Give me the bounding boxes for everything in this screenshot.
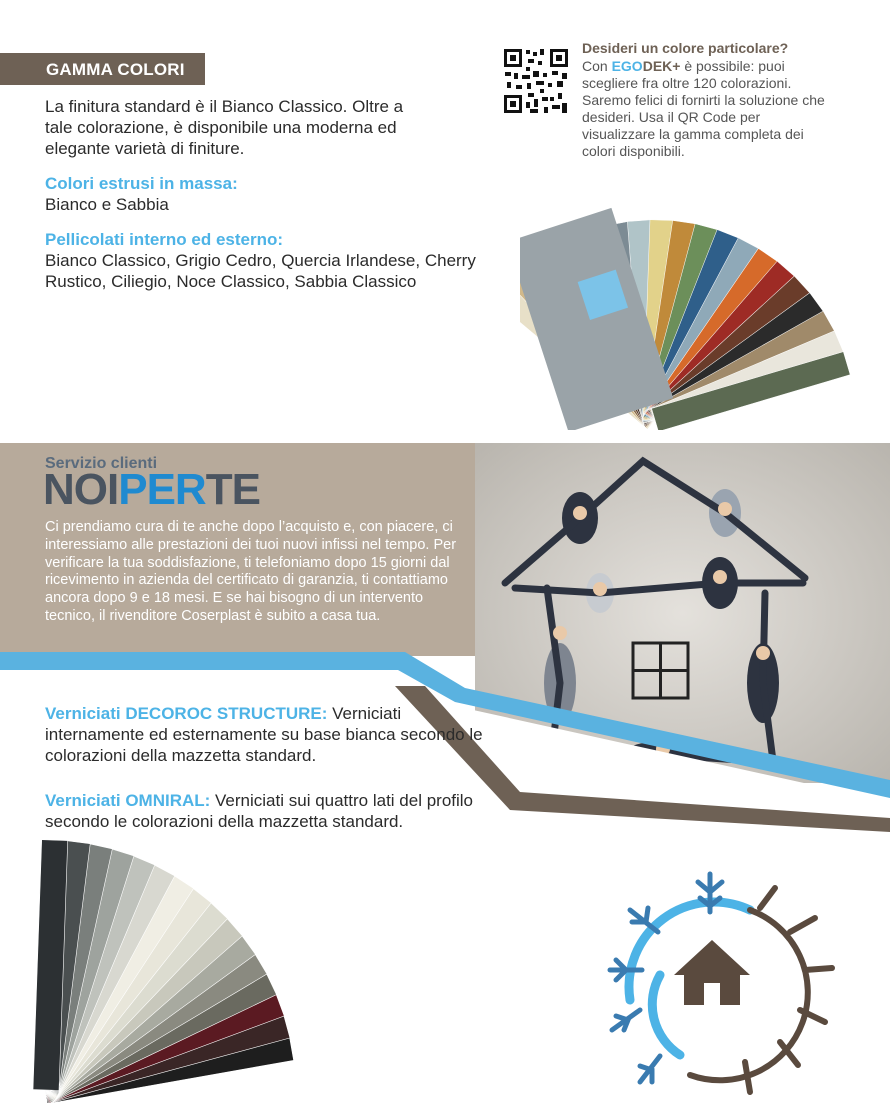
pellicolati-heading: Pellicolati interno ed esterno: [45, 230, 284, 249]
color-fan-deck-image [520, 180, 860, 430]
qr-code[interactable] [502, 47, 570, 115]
omniral-body: Verniciati sui quattro lati del profilo secondo le colorazioni della mazzetta standard. [45, 791, 474, 831]
intro-paragraph: La finitura standard è il Bianco Classico. Oltre a tale colorazione, è disponibile una moderna ed elegante varietà di finiture. [45, 97, 404, 158]
qr-text-after: è possibile: puoi scegliere fra oltre 120 colorazioni. Saremo felici di fornirti la soluzione che desideri. Usa il QR Code per visualizzare la gamma completa dei colori disponibili. [582, 58, 825, 159]
logo-te: TE [205, 465, 260, 514]
estrusi-text: Bianco e Sabbia [45, 195, 169, 214]
qr-description [582, 58, 832, 160]
qr-text-before: Con [582, 58, 612, 74]
logo-per: PER [118, 465, 206, 514]
decoroc-paragraph [45, 703, 485, 766]
decoroc-body: Verniciati internamente ed esternamente su base bianca secondo le colorazioni della mazzetta standard. [45, 704, 483, 765]
service-description: Ci prendiamo cura di te anche dopo l’acquisto e, con piacere, ci interessiamo alle prestazioni dei tuoi nuovi infissi nel tempo. Per verificare la tua soddisfazione, ti telefoniamo dopo 15 giorni dal ricevimento in azienda del certificato di garanzia, ti contattiamo ancora dopo 9 e 18 mesi. E se hai bisogno di un intervento tecnico, il rivenditore Coserplast è subito a casa tua. [45, 519, 457, 624]
qr-question: Desideri un colore particolare? [582, 40, 789, 56]
climate-house-icon [600, 870, 840, 1100]
logo-noi: NOI [43, 465, 119, 514]
brand-dek: DEK+ [642, 58, 681, 74]
estrusi-heading: Colori estrusi in massa: [45, 174, 238, 193]
decoroc-label: Verniciati DECOROC STRUCTURE: [45, 704, 328, 723]
painted-color-fan-image [0, 810, 320, 1103]
omniral-label: Verniciati OMNIRAL: [45, 791, 211, 810]
noiperte-logo [43, 467, 260, 513]
section-badge-gamma-colori: GAMMA COLORI [0, 53, 205, 85]
pellicolati-text: Bianco Classico, Grigio Cedro, Quercia Irlandese, Cherry Rustico, Ciliegio, Noce Classico, Sabbia Classico [45, 251, 476, 291]
brand-ego: EGO [611, 58, 643, 74]
service-label: Servizio clienti [45, 455, 158, 472]
